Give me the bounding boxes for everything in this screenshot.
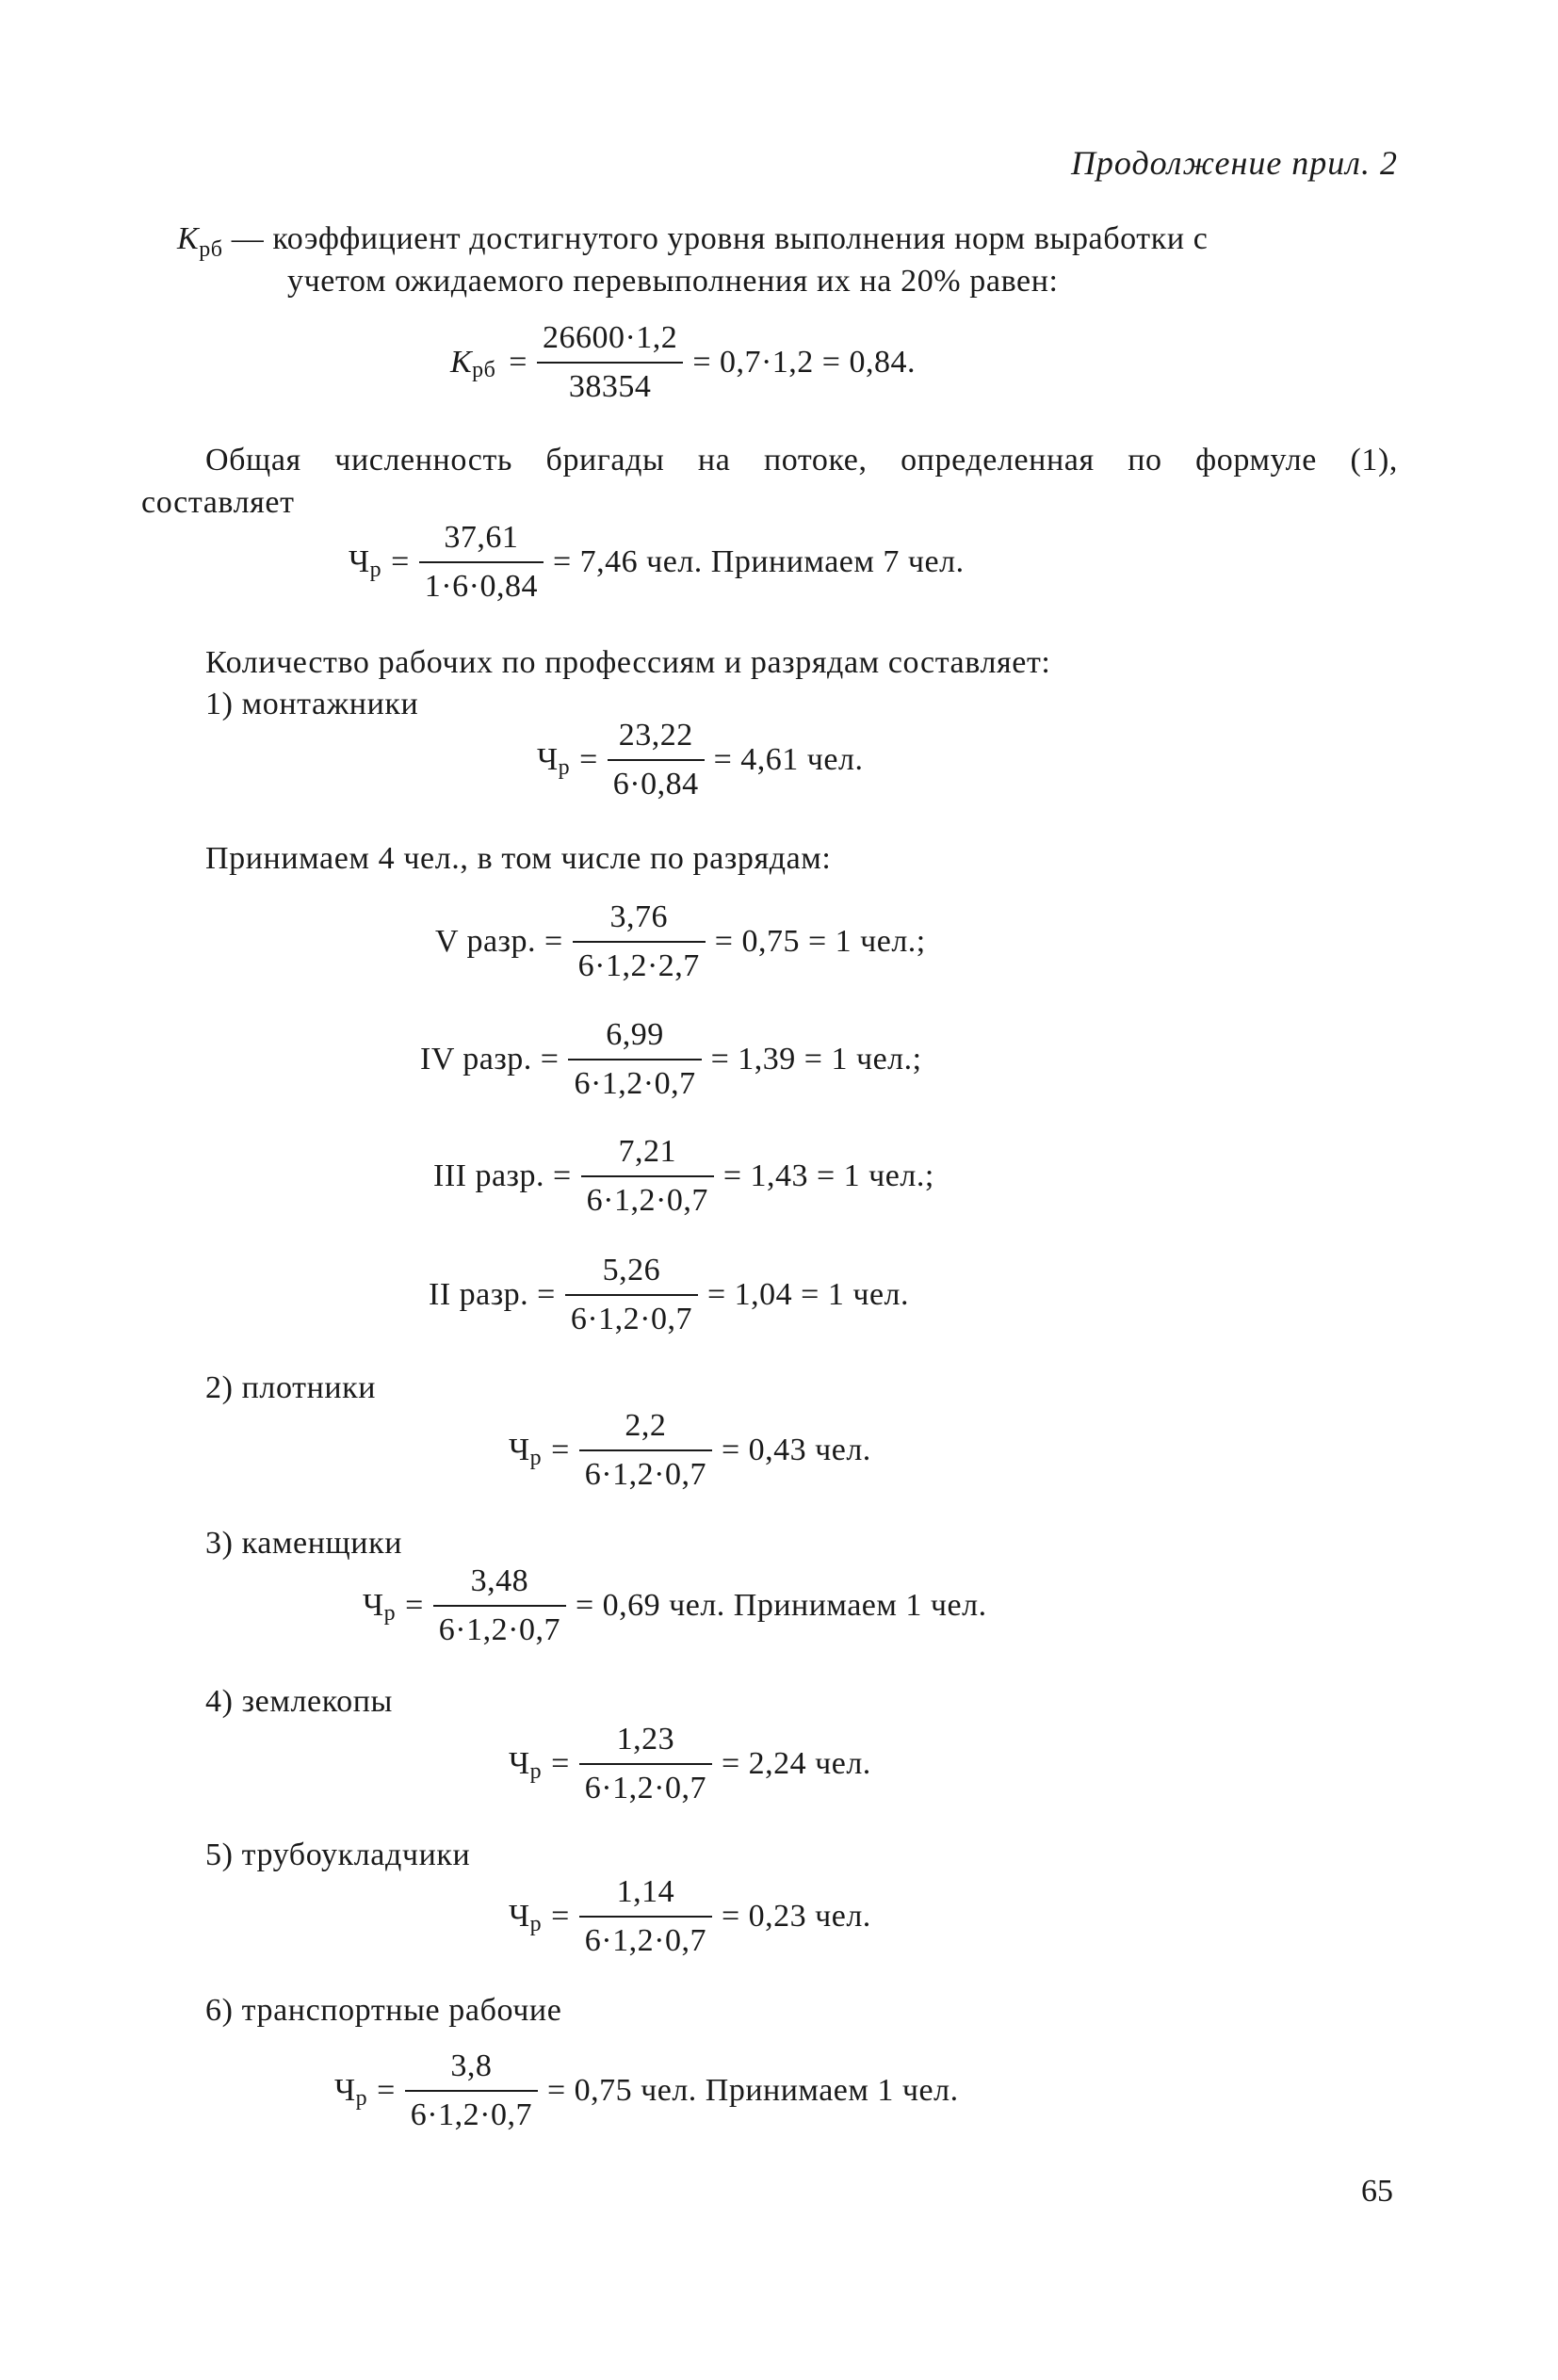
paragraph-total-line2: составляет: [141, 485, 295, 520]
fraction-numerator: 3,76: [609, 899, 668, 934]
formula-lhs-sub: р: [529, 1758, 543, 1784]
grade-lhs: V разр. =: [435, 924, 563, 959]
formula-lhs: Ч: [509, 1746, 530, 1781]
formula-equals: =: [551, 1899, 570, 1934]
kpb-definition-line2: учетом ожидаемого перевыполнения их на 20% равен:: [287, 264, 1059, 299]
kpb-formula: [450, 320, 916, 405]
total-formula: [349, 520, 965, 605]
fraction-denominator: 6·1,2·0,7: [438, 1612, 560, 1647]
kpb-subscript: рб: [199, 237, 223, 262]
formula-equals: =: [551, 1433, 570, 1467]
fraction: [433, 1563, 566, 1648]
formula-lhs: Ч: [509, 1899, 530, 1934]
formula-equals: =: [551, 1746, 570, 1781]
item-2-label: 2) плотники: [205, 1370, 377, 1405]
fraction-denominator: 6·0,84: [612, 767, 699, 801]
fraction: [565, 1253, 698, 1337]
fraction-denominator: 6·1,2·0,7: [574, 1066, 696, 1101]
kpb-symbol: К: [177, 221, 200, 256]
item-3-label: 3) каменщики: [205, 1526, 403, 1561]
fraction: [581, 1134, 714, 1219]
grade-formula-v: [435, 899, 926, 984]
formula-rhs: = 0,43 чел.: [721, 1433, 871, 1467]
item-2-formula: [509, 1408, 871, 1493]
formula-rhs: = 7,46 чел. Принимаем 7 чел.: [552, 544, 965, 579]
item-6-label: 6) транспортные рабочие: [205, 1993, 562, 2028]
formula-rhs: = 2,24 чел.: [721, 1746, 871, 1781]
fraction-numerator: 5,26: [602, 1253, 661, 1287]
formula-rhs: = 0,69 чел. Принимаем 1 чел.: [575, 1588, 987, 1623]
fraction: [419, 520, 544, 605]
fraction-denominator: 6·1,2·0,7: [584, 1771, 706, 1805]
fraction-numerator: 23,22: [618, 718, 693, 753]
fraction-numerator: 2,2: [625, 1408, 667, 1443]
fraction: [579, 1408, 712, 1493]
page-number: 65: [1361, 2174, 1393, 2209]
grade-formula-iv: [420, 1017, 922, 1102]
item-4-formula: [509, 1722, 871, 1806]
formula-lhs-sub: р: [369, 557, 382, 582]
formula-equals: =: [405, 1588, 424, 1623]
grade-lhs: III разр. =: [433, 1158, 572, 1193]
fraction-denominator: 6·1,2·2,7: [577, 948, 700, 983]
formula-lhs: К: [450, 345, 473, 380]
formula-lhs: Ч: [509, 1433, 530, 1467]
fraction-numerator: 3,8: [450, 2048, 493, 2083]
paragraph-accept-4: Принимаем 4 чел., в том числе по разрядам:: [205, 841, 832, 876]
formula-equals: =: [579, 742, 598, 777]
item-3-formula: [363, 1563, 987, 1648]
grade-rhs: = 1,43 = 1 чел.;: [722, 1158, 934, 1193]
formula-lhs-sub: р: [529, 1911, 543, 1936]
grade-formula-ii: [429, 1253, 909, 1337]
fraction-numerator: 26600·1,2: [542, 320, 678, 355]
fraction: [579, 1722, 712, 1806]
formula-lhs-sub: р: [355, 2085, 368, 2111]
grade-lhs: IV разр. =: [420, 1042, 560, 1077]
fraction-numerator: 1,14: [616, 1874, 675, 1909]
formula-lhs-sub: рб: [472, 357, 496, 382]
fraction-numerator: 7,21: [618, 1134, 676, 1169]
formula-rhs: = 0,7·1,2 = 0,84.: [692, 345, 916, 380]
fraction: [608, 718, 705, 802]
paragraph-total-line1: Общая численность бригады на потоке, определенная по формуле (1),: [205, 443, 1398, 478]
fraction-denominator: 6·1,2·0,7: [570, 1302, 692, 1336]
fraction-denominator: 38354: [568, 369, 652, 404]
item-1-label: 1) монтажники: [205, 687, 419, 721]
formula-lhs: Ч: [334, 2073, 356, 2108]
fraction: [405, 2048, 538, 2133]
paragraph-count: Количество рабочих по профессиям и разрядам составляет:: [205, 645, 1051, 680]
fraction-numerator: 3,48: [470, 1563, 529, 1598]
fraction-numerator: 1,23: [616, 1722, 675, 1757]
fraction-denominator: 6·1,2·0,7: [584, 1457, 706, 1492]
item-5-label: 5) трубоукладчики: [205, 1838, 471, 1872]
formula-lhs: Ч: [537, 742, 559, 777]
grade-rhs: = 1,04 = 1 чел.: [707, 1277, 910, 1312]
formula-rhs: = 0,23 чел.: [721, 1899, 871, 1934]
fraction: [573, 899, 706, 984]
formula-equals: =: [509, 345, 527, 380]
formula-rhs: = 0,75 чел. Принимаем 1 чел.: [546, 2073, 959, 2108]
fraction: [568, 1017, 701, 1102]
formula-lhs: Ч: [363, 1588, 384, 1623]
item-5-formula: [509, 1874, 871, 1959]
grade-lhs: II разр. =: [429, 1277, 556, 1312]
formula-lhs-sub: р: [383, 1600, 397, 1626]
fraction-denominator: 1·6·0,84: [424, 569, 538, 604]
kpb-definition-line1: [177, 219, 1398, 263]
fraction-numerator: 37,61: [444, 520, 519, 555]
item-6-formula: [334, 2048, 959, 2133]
fraction: [579, 1874, 712, 1959]
formula-lhs-sub: р: [558, 754, 571, 780]
item-4-label: 4) землекопы: [205, 1684, 393, 1719]
formula-equals: =: [391, 544, 410, 579]
fraction-denominator: 6·1,2·0,7: [410, 2097, 532, 2132]
fraction: [537, 320, 683, 405]
item-1-formula: [537, 718, 863, 802]
kpb-definition-text: — коэффициент достигнутого уровня выполнения норм выработки с: [231, 221, 1209, 256]
formula-lhs: Ч: [349, 544, 370, 579]
fraction-numerator: 6,99: [606, 1017, 664, 1052]
grade-rhs: = 0,75 = 1 чел.;: [714, 924, 926, 959]
formula-lhs-sub: р: [529, 1445, 543, 1470]
formula-rhs: = 4,61 чел.: [713, 742, 864, 777]
fraction-denominator: 6·1,2·0,7: [586, 1183, 708, 1218]
grade-formula-iii: [433, 1134, 934, 1219]
running-header: Продолжение прил. 2: [1070, 144, 1398, 182]
formula-equals: =: [377, 2073, 396, 2108]
grade-rhs: = 1,39 = 1 чел.;: [710, 1042, 922, 1077]
fraction-denominator: 6·1,2·0,7: [584, 1923, 706, 1958]
